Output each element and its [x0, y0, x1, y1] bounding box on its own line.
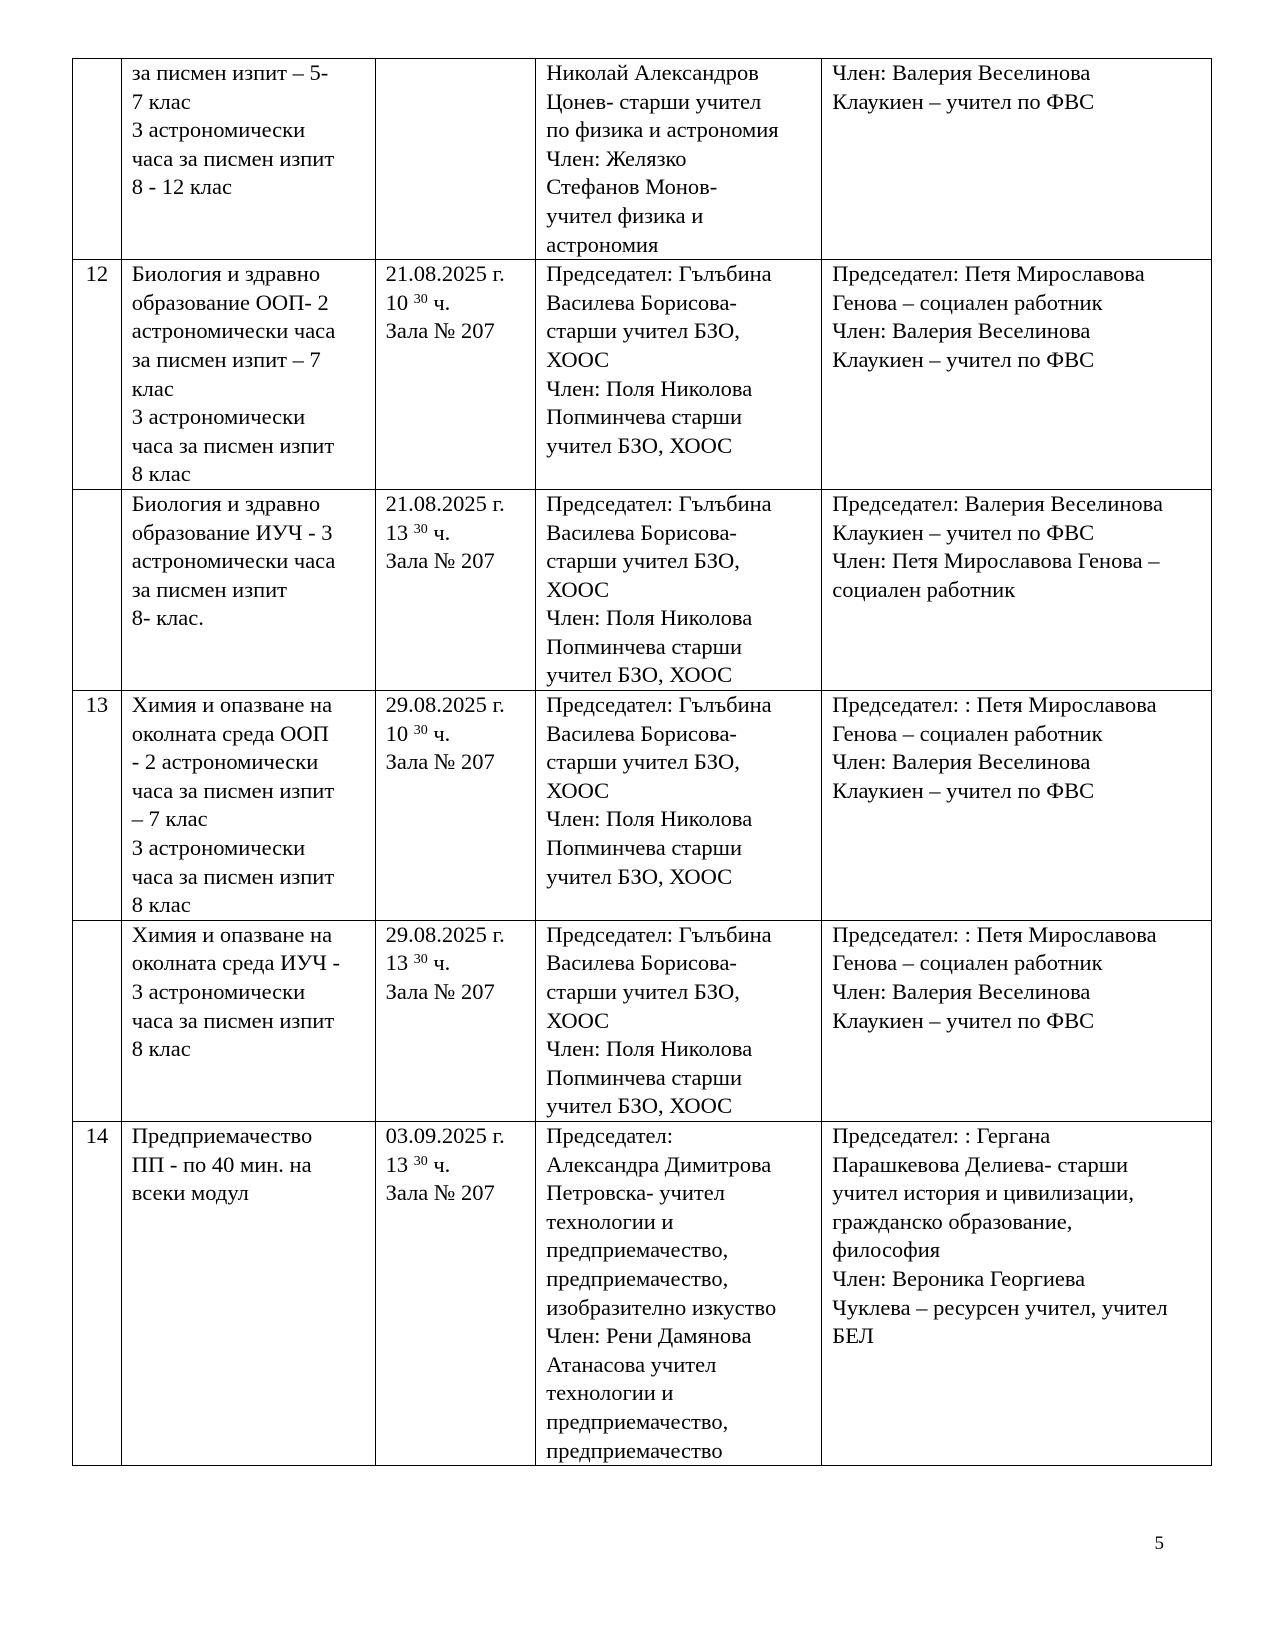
- exam-time-suffix: ч.: [433, 720, 451, 746]
- subject-line: 8 клас: [131, 892, 191, 918]
- table-row: [73, 489, 1212, 690]
- date-time-cell: [375, 59, 536, 260]
- commission-1-line: астрономия: [546, 231, 659, 257]
- exam-time-suffix: ч.: [433, 519, 451, 545]
- commission-1-line: ХООС: [546, 777, 610, 803]
- commission-1-line: Атанасова учител: [546, 1351, 717, 1377]
- commission-1-line: Василева Борисова-: [546, 289, 737, 315]
- subject-line: часа за писмен изпит: [131, 863, 335, 889]
- subject-line: Предприемачество: [131, 1122, 313, 1148]
- exam-time-suffix: ч.: [433, 1151, 451, 1177]
- exam-room: Зала № 207: [385, 749, 495, 775]
- commission-1-line: Председател: Гълъбина: [546, 490, 772, 516]
- commission-1-line: Председател: Гълъбина: [546, 921, 772, 947]
- subject-line: околната среда ООП: [131, 720, 329, 746]
- commission-1-line: Николай Александров: [546, 60, 759, 85]
- commission-2-line: Член: Валерия Веселинова: [832, 60, 1091, 85]
- subject-cell: [121, 59, 375, 260]
- commission-2-cell: [822, 489, 1212, 690]
- commission-1-line: Член: Поля Николова: [546, 1036, 753, 1062]
- exam-time: [386, 720, 526, 749]
- exam-date: 29.08.2025 г.: [385, 692, 505, 718]
- commission-1-line: предприемачество: [546, 1437, 723, 1463]
- exam-time-minutes: 30: [413, 291, 428, 307]
- subject-line: 8 клас: [131, 461, 191, 487]
- commission-1-cell: [536, 489, 822, 690]
- subject-line: 8 - 12 клас: [131, 174, 232, 200]
- subject-line: часа за писмен изпит: [131, 432, 335, 458]
- commission-1-line: старши учител БЗО,: [546, 548, 740, 574]
- commission-2-line: учител история и цивилизации,: [832, 1180, 1134, 1206]
- subject-line: астрономически часа: [131, 318, 336, 344]
- subject-line: астрономически часа: [131, 548, 336, 574]
- exam-time: [386, 289, 526, 318]
- commission-2-line: Генова – социален работник: [832, 950, 1103, 976]
- subject-line: всеки модул: [131, 1180, 249, 1206]
- exam-room: Зала № 207: [385, 1180, 495, 1206]
- commission-1-line: Член: Поля Николова: [546, 375, 753, 401]
- exam-time-minutes: 30: [413, 521, 428, 537]
- subject-line: образование ИУЧ - 3: [131, 519, 333, 545]
- commission-1-line: Председател: Гълъбина: [546, 692, 772, 718]
- commission-1-line: Василева Борисова-: [546, 720, 737, 746]
- commission-1-line: Член: Поля Николова: [546, 806, 753, 832]
- commission-1-line: Председател:: [546, 1122, 673, 1148]
- commission-1-line: Попминчева старши: [546, 1064, 743, 1090]
- subject-line: Биология и здравно: [131, 490, 321, 516]
- date-time-cell: [375, 489, 536, 690]
- row-number-cell: [73, 691, 122, 921]
- row-number: 13: [85, 692, 109, 718]
- row-number: 14: [85, 1122, 109, 1148]
- commission-1-line: Стефанов Монов-: [546, 174, 718, 200]
- commission-1-line: Александра Димитрова: [546, 1151, 772, 1177]
- commission-2-line: Генова – социален работник: [832, 289, 1103, 315]
- commission-2-line: Председател: Петя Мирославова: [832, 261, 1145, 287]
- exam-room: Зала № 207: [385, 318, 495, 344]
- commission-1-cell: [536, 1121, 822, 1465]
- row-number-cell: [73, 920, 122, 1121]
- commission-1-line: Попминчева старши: [546, 633, 743, 659]
- commission-2-line: Председател: : Гергана: [832, 1122, 1051, 1148]
- subject-line: 3 астрономически: [131, 404, 306, 430]
- commission-1-line: изобразително изкуство: [546, 1294, 777, 1320]
- subject-cell: [121, 260, 375, 490]
- exam-time-hour: 10: [385, 289, 409, 315]
- commission-1-line: Член: Желязко: [546, 145, 687, 171]
- commission-2-line: Член: Валерия Веселинова: [832, 749, 1091, 775]
- exam-time-suffix: ч.: [433, 289, 451, 315]
- subject-line: околната среда ИУЧ -: [131, 950, 340, 976]
- exam-time-suffix: ч.: [433, 950, 451, 976]
- exam-date: 21.08.2025 г.: [385, 261, 505, 287]
- table-row: [73, 1121, 1212, 1465]
- subject-line: 3 астрономически: [131, 117, 306, 143]
- commission-2-line: БЕЛ: [832, 1323, 874, 1349]
- date-time-cell: [375, 691, 536, 921]
- subject-line: 7 клас: [131, 88, 191, 114]
- subject-cell: [121, 691, 375, 921]
- commission-2-line: философия: [832, 1237, 941, 1263]
- commission-2-line: Член: Валерия Веселинова: [832, 318, 1091, 344]
- commission-1-line: учител БЗО, ХООС: [546, 662, 733, 688]
- commission-1-line: предприемачество,: [546, 1408, 729, 1434]
- exam-time: [386, 1151, 526, 1180]
- commission-2-cell: [822, 59, 1212, 260]
- exam-time-hour: 10: [385, 720, 409, 746]
- subject-line: часа за писмен изпит: [131, 145, 335, 171]
- commission-1-line: ХООС: [546, 1007, 610, 1033]
- commission-2-line: Председател: : Петя Мирославова: [832, 921, 1157, 947]
- row-number-cell: [73, 1121, 122, 1465]
- date-time-cell: [375, 260, 536, 490]
- commission-1-line: технологии и: [546, 1380, 674, 1406]
- subject-line: 3 астрономически: [131, 835, 306, 861]
- commission-2-line: Клаукиен – учител по ФВС: [832, 519, 1095, 545]
- commission-1-line: Член: Поля Николова: [546, 605, 753, 631]
- subject-line: Биология и здравно: [131, 261, 321, 287]
- subject-line: 8- клас.: [131, 605, 204, 631]
- subject-line: - 2 астрономически: [131, 749, 319, 775]
- subject-line: за писмен изпит – 7: [131, 346, 321, 372]
- commission-1-line: Попминчева старши: [546, 835, 743, 861]
- subject-line: 8 клас: [131, 1036, 191, 1062]
- commission-2-line: гражданско образование,: [832, 1208, 1073, 1234]
- commission-1-line: Попминчева старши: [546, 404, 743, 430]
- exam-time-hour: 13: [385, 519, 409, 545]
- date-time-cell: [375, 1121, 536, 1465]
- commission-1-cell: [536, 691, 822, 921]
- commission-1-line: ХООС: [546, 346, 610, 372]
- commission-1-line: Петровска- учител: [546, 1180, 725, 1206]
- exam-time-minutes: 30: [413, 722, 428, 738]
- exam-date: 21.08.2025 г.: [385, 490, 505, 516]
- subject-cell: [121, 920, 375, 1121]
- exam-time: [386, 519, 526, 548]
- commission-2-line: Председател: Валерия Веселинова: [832, 490, 1163, 516]
- subject-line: образование ООП- 2: [131, 289, 329, 315]
- commission-2-cell: [822, 691, 1212, 921]
- commission-1-cell: [536, 260, 822, 490]
- subject-line: – 7 клас: [131, 806, 208, 832]
- table-row: [73, 260, 1212, 490]
- commission-1-line: Председател: Гълъбина: [546, 261, 772, 287]
- subject-line: за писмен изпит – 5-: [131, 60, 329, 85]
- subject-line: Химия и опазване на: [131, 692, 333, 718]
- exam-time-minutes: 30: [413, 1153, 428, 1169]
- exam-date: 03.09.2025 г.: [385, 1122, 505, 1148]
- commission-1-line: учител БЗО, ХООС: [546, 432, 733, 458]
- commission-1-line: предприемачество,: [546, 1237, 729, 1263]
- exam-time: [386, 949, 526, 978]
- commission-1-line: технологии и: [546, 1208, 674, 1234]
- commission-2-cell: [822, 260, 1212, 490]
- subject-line: часа за писмен изпит: [131, 1007, 335, 1033]
- exam-room: Зала № 207: [385, 548, 495, 574]
- subject-cell: [121, 489, 375, 690]
- commission-1-line: старши учител БЗО,: [546, 749, 740, 775]
- exam-time-hour: 13: [385, 1151, 409, 1177]
- exam-date: 29.08.2025 г.: [385, 921, 505, 947]
- commission-1-line: старши учител БЗО,: [546, 318, 740, 344]
- commission-2-line: Председател: : Петя Мирославова: [832, 692, 1157, 718]
- exam-schedule-body: [73, 59, 1212, 1466]
- commission-1-line: Василева Борисова-: [546, 950, 737, 976]
- commission-2-line: Клаукиен – учител по ФВС: [832, 777, 1095, 803]
- subject-line: клас: [131, 375, 174, 401]
- commission-1-cell: [536, 59, 822, 260]
- subject-line: ПП - по 40 мин. на: [131, 1151, 312, 1177]
- commission-1-line: Член: Рени Дамянова: [546, 1323, 752, 1349]
- row-number-cell: [73, 489, 122, 690]
- commission-2-line: Член: Вероника Георгиева: [832, 1265, 1086, 1291]
- commission-2-line: Член: Валерия Веселинова: [832, 979, 1091, 1004]
- date-time-cell: [375, 920, 536, 1121]
- commission-1-line: по физика и астрономия: [546, 117, 779, 143]
- table-row: [73, 691, 1212, 921]
- commission-2-line: социален работник: [832, 576, 1016, 602]
- commission-1-line: учител БЗО, ХООС: [546, 863, 733, 889]
- commission-1-line: старши учител БЗО,: [546, 979, 740, 1004]
- commission-2-cell: [822, 920, 1212, 1121]
- commission-2-line: Генова – социален работник: [832, 720, 1103, 746]
- commission-2-line: Парашкевова Делиева- старши: [832, 1151, 1129, 1177]
- exam-room: Зала № 207: [385, 979, 495, 1004]
- commission-2-line: Клаукиен – учител по ФВС: [832, 1007, 1095, 1033]
- subject-line: часа за писмен изпит: [131, 777, 335, 803]
- commission-1-cell: [536, 920, 822, 1121]
- subject-line: за писмен изпит: [131, 576, 288, 602]
- commission-2-line: Клаукиен – учител по ФВС: [832, 88, 1095, 114]
- page-number: 5: [1154, 1533, 1164, 1554]
- row-number: 12: [85, 261, 109, 287]
- commission-1-line: ХООС: [546, 576, 610, 602]
- exam-schedule-table: [72, 58, 1212, 1466]
- exam-time-hour: 13: [385, 950, 409, 976]
- commission-2-line: Член: Петя Мирославова Генова –: [832, 548, 1160, 574]
- row-number-cell: [73, 59, 122, 260]
- subject-line: 3 астрономически: [131, 979, 306, 1004]
- commission-1-line: учител БЗО, ХООС: [546, 1093, 733, 1119]
- table-row: [73, 920, 1212, 1121]
- subject-line: Химия и опазване на: [131, 921, 333, 947]
- table-row: [73, 59, 1212, 260]
- commission-2-cell: [822, 1121, 1212, 1465]
- subject-cell: [121, 1121, 375, 1465]
- commission-1-line: Цонев- старши учител: [546, 88, 762, 114]
- exam-time-minutes: 30: [413, 952, 428, 968]
- commission-1-line: учител физика и: [546, 202, 704, 228]
- commission-2-line: Клаукиен – учител по ФВС: [832, 346, 1095, 372]
- commission-1-line: Василева Борисова-: [546, 519, 737, 545]
- row-number-cell: [73, 260, 122, 490]
- commission-2-line: Чуклева – ресурсен учител, учител: [832, 1294, 1168, 1320]
- commission-1-line: предприемачество,: [546, 1265, 729, 1291]
